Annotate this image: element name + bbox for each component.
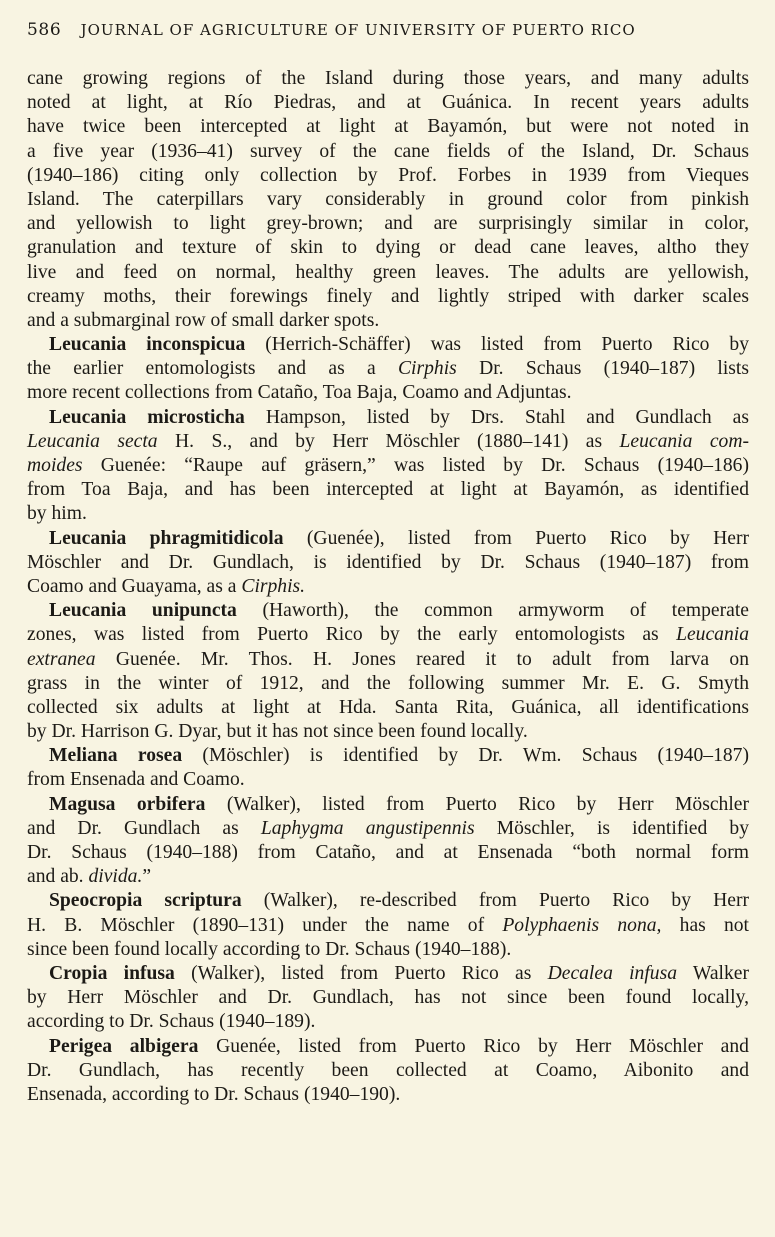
journal-title: JOURNAL OF AGRICULTURE OF UNIVERSITY OF PUERTO RICO bbox=[80, 21, 636, 39]
text-line bbox=[27, 115, 749, 139]
page-number: 586 bbox=[27, 20, 62, 40]
text-run: live and feed on normal, healthy green leaves. The adults are yellowish, bbox=[27, 261, 749, 283]
text-line bbox=[27, 261, 749, 285]
text-line bbox=[27, 696, 749, 720]
italic-taxon: Leucania bbox=[676, 624, 749, 646]
species-name: Meliana rosea bbox=[49, 745, 183, 767]
text-run: Guenée: “Raupe auf gräsern,” was listed by Dr. Schaus (1940–186) bbox=[82, 455, 749, 476]
text-line bbox=[27, 599, 749, 623]
text-line bbox=[27, 333, 749, 357]
text-run: by Dr. Harrison G. Dyar, but it has not since been found locally. bbox=[27, 721, 528, 743]
text-run: and Dr. Gundlach as bbox=[27, 817, 261, 839]
body-text bbox=[27, 67, 749, 1107]
text-run: H. S., and by Herr Möschler (1880–141) as bbox=[157, 430, 620, 452]
italic-taxon: moides bbox=[27, 455, 83, 476]
species-name: Magusa orbifera bbox=[49, 793, 206, 815]
text-line bbox=[27, 502, 749, 526]
text-line bbox=[27, 865, 749, 889]
text-line bbox=[27, 889, 749, 913]
text-run: by him. bbox=[27, 503, 87, 525]
text-run: Dr. Schaus (1940–187) lists bbox=[456, 358, 749, 380]
text-line bbox=[27, 841, 749, 865]
italic-taxon: Laphygma angustipennis bbox=[260, 817, 475, 839]
italic-taxon: divida. bbox=[88, 866, 143, 888]
text-run: Möschler and Dr. Gundlach, is identified by Dr. Schaus (1940–187) from bbox=[27, 551, 749, 573]
text-run: noted at light, at Río Piedras, and at Guánica. In recent years adults bbox=[27, 92, 749, 114]
italic-taxon: Leucania com- bbox=[619, 430, 749, 452]
text-line bbox=[27, 938, 749, 962]
text-run: zones, was listed from Puerto Rico by the early entomologists as bbox=[27, 624, 677, 646]
text-line bbox=[27, 454, 749, 478]
text-run: Hampson, listed by Drs. Stahl and Gundlach as bbox=[244, 406, 749, 428]
italic-taxon: extranea bbox=[27, 648, 96, 670]
species-name: Leucania unipuncta bbox=[49, 600, 237, 622]
species-paragraph bbox=[27, 793, 749, 890]
text-run: Coamo and Guayama, as a bbox=[27, 575, 242, 597]
text-line bbox=[27, 67, 749, 91]
running-header bbox=[27, 20, 749, 40]
text-run: ” bbox=[142, 866, 152, 888]
text-run: a five year (1936–41) survey of the cane fields of the Island, Dr. Schaus bbox=[27, 140, 749, 162]
text-line bbox=[27, 744, 749, 768]
species-paragraph bbox=[27, 1035, 749, 1108]
species-paragraph bbox=[27, 962, 749, 1035]
text-run: Möschler, is identified by bbox=[474, 817, 750, 839]
text-line bbox=[27, 309, 749, 333]
italic-taxon: Leucania secta bbox=[27, 430, 158, 452]
text-run: (Guenée), listed from Puerto Rico by Herr bbox=[283, 527, 749, 549]
text-line bbox=[27, 623, 749, 647]
text-run: from Ensenada and Coamo. bbox=[27, 769, 245, 791]
text-run: (Walker), listed from Puerto Rico by Herr Möschler bbox=[205, 793, 749, 815]
text-line bbox=[27, 1083, 749, 1107]
text-line bbox=[27, 575, 749, 599]
text-run: Dr. Schaus (1940–188) from Cataño, and at Ensenada “both normal form bbox=[27, 842, 749, 863]
text-run: (Walker), re-described from Puerto Rico by Herr bbox=[241, 890, 749, 912]
text-run: and a submarginal row of small darker spots. bbox=[27, 309, 380, 331]
text-run: (Haworth), the common armyworm of temperate bbox=[236, 600, 749, 622]
text-run: more recent collections from Cataño, Toa Baja, Coamo and Adjuntas. bbox=[27, 382, 572, 404]
text-line bbox=[27, 914, 749, 938]
species-name: Cropia infusa bbox=[49, 962, 175, 984]
text-run: the earlier entomologists and as a bbox=[27, 358, 398, 380]
text-run: Island. The caterpillars vary considerably in ground color from pinkish bbox=[27, 188, 749, 210]
text-line bbox=[27, 212, 749, 236]
text-line bbox=[27, 768, 749, 792]
text-run: by Herr Möschler and Dr. Gundlach, has not since been found locally, bbox=[27, 987, 749, 1009]
text-run: from Toa Baja, and has been intercepted at light at Bayamón, as identified bbox=[27, 479, 749, 501]
text-line bbox=[27, 91, 749, 115]
text-line bbox=[27, 381, 749, 405]
species-paragraph bbox=[27, 527, 749, 600]
text-line bbox=[27, 188, 749, 212]
text-line bbox=[27, 986, 749, 1010]
text-run: Dr. Gundlach, has recently been collected at Coamo, Aibonito and bbox=[27, 1059, 749, 1081]
text-run: collected six adults at light at Hda. Santa Rita, Guánica, all identifications bbox=[27, 696, 749, 718]
species-name: Leucania phragmitidicola bbox=[49, 527, 284, 549]
text-line bbox=[27, 817, 749, 841]
text-run: (1940–186) citing only collection by Prof. Forbes in 1939 from Vieques bbox=[27, 164, 749, 186]
text-line bbox=[27, 648, 749, 672]
text-run: cane growing regions of the Island during those years, and many adults bbox=[27, 68, 749, 89]
species-paragraph bbox=[27, 599, 749, 744]
paragraph bbox=[27, 67, 749, 333]
text-line bbox=[27, 962, 749, 986]
text-run: since been found locally according to Dr. Schaus (1940–188). bbox=[27, 938, 512, 960]
text-run: Guenée, listed from Puerto Rico by Herr Möschler and bbox=[198, 1035, 749, 1057]
text-run: Ensenada, according to Dr. Schaus (1940–190). bbox=[27, 1083, 401, 1105]
text-run: grass in the winter of 1912, and the following summer Mr. E. G. Smyth bbox=[27, 672, 749, 694]
species-paragraph bbox=[27, 406, 749, 527]
species-name: Perigea albigera bbox=[49, 1035, 199, 1057]
text-line bbox=[27, 478, 749, 502]
text-line bbox=[27, 236, 749, 260]
italic-taxon: Cirphis. bbox=[241, 575, 306, 597]
text-line bbox=[27, 527, 749, 551]
text-run: Guenée. Mr. Thos. H. Jones reared it to adult from larva on bbox=[95, 648, 749, 670]
text-line bbox=[27, 406, 749, 430]
text-run: (Walker), listed from Puerto Rico as bbox=[174, 962, 548, 984]
text-line bbox=[27, 285, 749, 309]
text-line bbox=[27, 1010, 749, 1034]
text-line bbox=[27, 551, 749, 575]
text-line bbox=[27, 720, 749, 744]
text-line bbox=[27, 672, 749, 696]
text-run: (Herrich-Schäffer) was listed from Puerto Rico by bbox=[245, 334, 749, 356]
text-run: and ab. bbox=[27, 866, 89, 888]
text-line bbox=[27, 357, 749, 381]
text-run: Walker bbox=[677, 962, 749, 984]
text-run: creamy moths, their forewings finely and lightly striped with darker scales bbox=[27, 285, 749, 307]
text-line bbox=[27, 1035, 749, 1059]
text-run: has not bbox=[661, 914, 749, 936]
species-name: Leucania inconspicua bbox=[49, 334, 246, 356]
italic-taxon: Polyphaenis nona, bbox=[502, 914, 662, 936]
species-name: Leucania microsticha bbox=[49, 406, 245, 428]
italic-taxon: Cirphis bbox=[397, 358, 457, 380]
text-run: H. B. Möschler (1890–131) under the name of bbox=[27, 914, 503, 936]
text-line bbox=[27, 140, 749, 164]
italic-taxon: Decalea infusa bbox=[547, 962, 678, 984]
species-paragraph bbox=[27, 333, 749, 406]
text-line bbox=[27, 793, 749, 817]
text-run: according to Dr. Schaus (1940–189). bbox=[27, 1011, 316, 1033]
species-paragraph bbox=[27, 889, 749, 962]
text-run: have twice been intercepted at light at Bayamón, but were not noted in bbox=[27, 116, 749, 138]
species-name: Speocropia scriptura bbox=[49, 890, 242, 912]
text-line bbox=[27, 164, 749, 188]
text-line bbox=[27, 430, 749, 454]
species-paragraph bbox=[27, 744, 749, 792]
text-run: granulation and texture of skin to dying or dead cane leaves, altho they bbox=[27, 237, 749, 259]
text-line bbox=[27, 1059, 749, 1083]
text-run: and yellowish to light grey-brown; and are surprisingly similar in color, bbox=[27, 213, 749, 235]
text-run: (Möschler) is identified by Dr. Wm. Schaus (1940–187) bbox=[182, 745, 749, 767]
